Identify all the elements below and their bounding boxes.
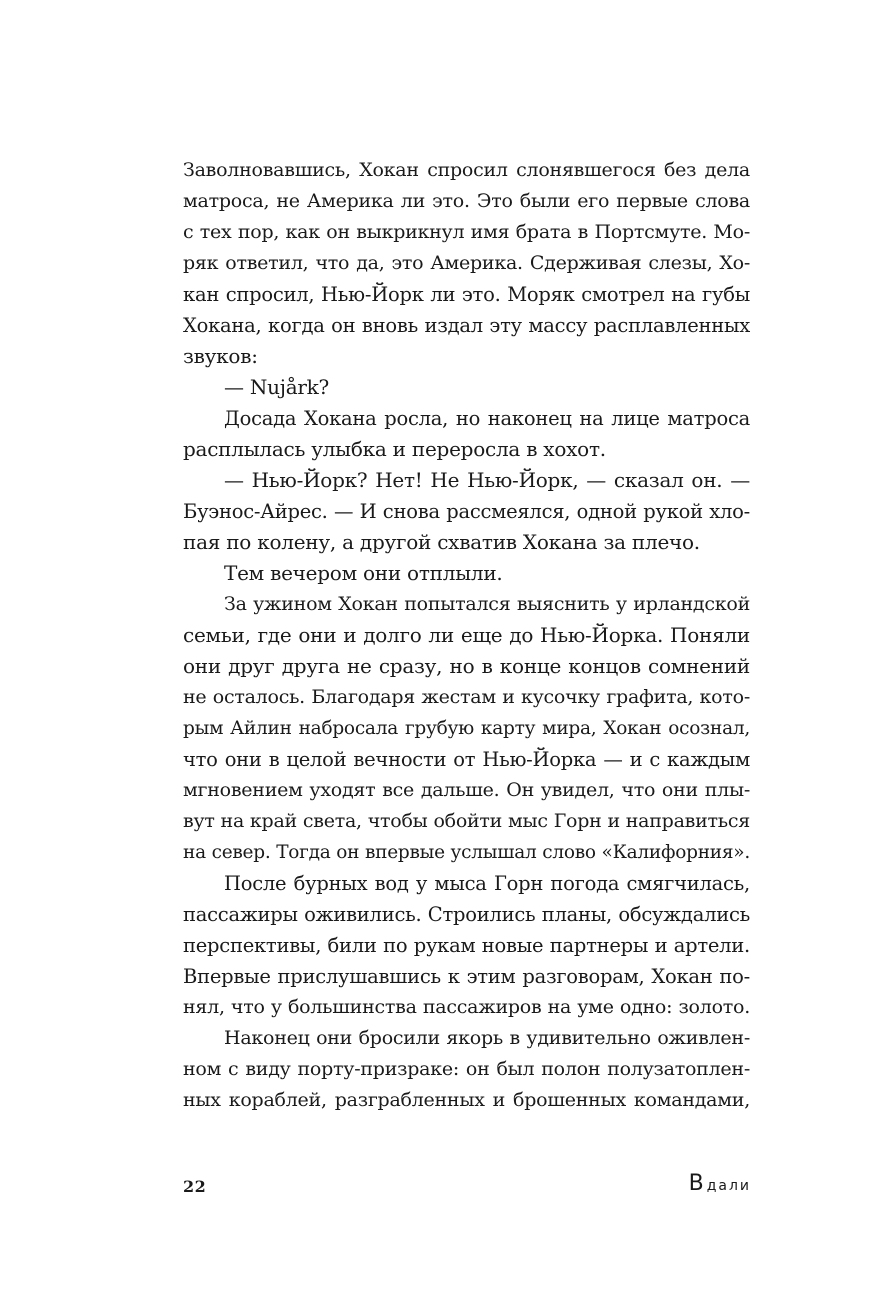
text-line: ном с виду порту-призраке: он был полон полузатоплен- [183, 1058, 750, 1080]
text-line: семьи, где они и долго ли еще до Нью-Йорка. Поняли [183, 623, 750, 647]
text-line: Наконец они бросили якорь в удивительно оживлен- [224, 1027, 750, 1049]
text-line: Заволновавшись, Хокан спросил слонявшегося без дела [183, 159, 750, 181]
text-line: Впервые прислушавшись к этим разговорам, Хокан по- [183, 965, 750, 988]
text-line: Хокана, когда он вновь издал эту массу расплавленных [183, 314, 750, 337]
text-line: — Нью-Йорк? Нет! Не Нью-Йорк, — сказал он. — [224, 468, 750, 492]
page-number: 22 [183, 1177, 207, 1196]
text-line: пассажиры оживились. Строились планы, обсуждались [183, 903, 750, 926]
text-line: Буэнос-Айрес. — И снова рассмеялся, одной рукой хло- [183, 500, 750, 523]
text-line: с тех пор, как он выкрикнул имя брата в Портсмуте. Мо- [183, 221, 750, 243]
text-line: кан спросил, Нью-Йорк ли это. Моряк смотрел на губы [183, 283, 750, 306]
running-title-rest: дали [706, 1178, 751, 1194]
text-line: расплылась улыбка и переросла в хохот. [183, 437, 606, 461]
text-line: мгновением уходят все дальше. Он увидел, что они плы- [183, 779, 750, 801]
text-line: рым Айлин набросала грубую карту мира, Хокан осознал, [183, 718, 750, 739]
running-title-initial: В [688, 1171, 707, 1196]
text-line: — Nujårk? [224, 375, 330, 399]
text-line: что они в целой вечности от Нью-Йорка — и с каждым [183, 748, 750, 771]
text-line: ных кораблей, разграбленных и брошенных командами, [183, 1089, 750, 1111]
text-line: они друг друга не сразу, но в конце концов сомнений [183, 654, 750, 678]
text-line: нял, что у большинства пассажиров на уме одно: золото. [183, 996, 750, 1018]
text-line: ряк ответил, что да, это Америка. Сдерживая слезы, Хо- [183, 252, 750, 274]
text-line: Тем вечером они отплыли. [224, 561, 503, 585]
text-line: После бурных вод у мыса Горн погода смягчилась, [224, 872, 750, 895]
text-line: на север. Тогда он впервые услышал слово «Калифорния». [183, 842, 750, 863]
text-line: матроса, не Америка ли это. Это были его первые слова [183, 190, 750, 212]
text-line: не осталось. Благодаря жестам и кусочку графита, кото- [183, 686, 750, 708]
text-line: Досада Хокана росла, но наконец на лице матроса [224, 407, 750, 430]
page-body [183, 155, 750, 1116]
text-line: За ужином Хокан попытался выяснить у ирландской [224, 593, 750, 615]
text-line: звуков: [183, 344, 258, 368]
running-title [689, 1171, 751, 1196]
text-line: пая по колену, а другой схватив Хокана за плечо. [183, 530, 700, 554]
text-line: перспективы, били по рукам новые партнеры и артели. [183, 934, 750, 957]
text-line: вут на край света, чтобы обойти мыс Горн и направиться [183, 810, 750, 832]
